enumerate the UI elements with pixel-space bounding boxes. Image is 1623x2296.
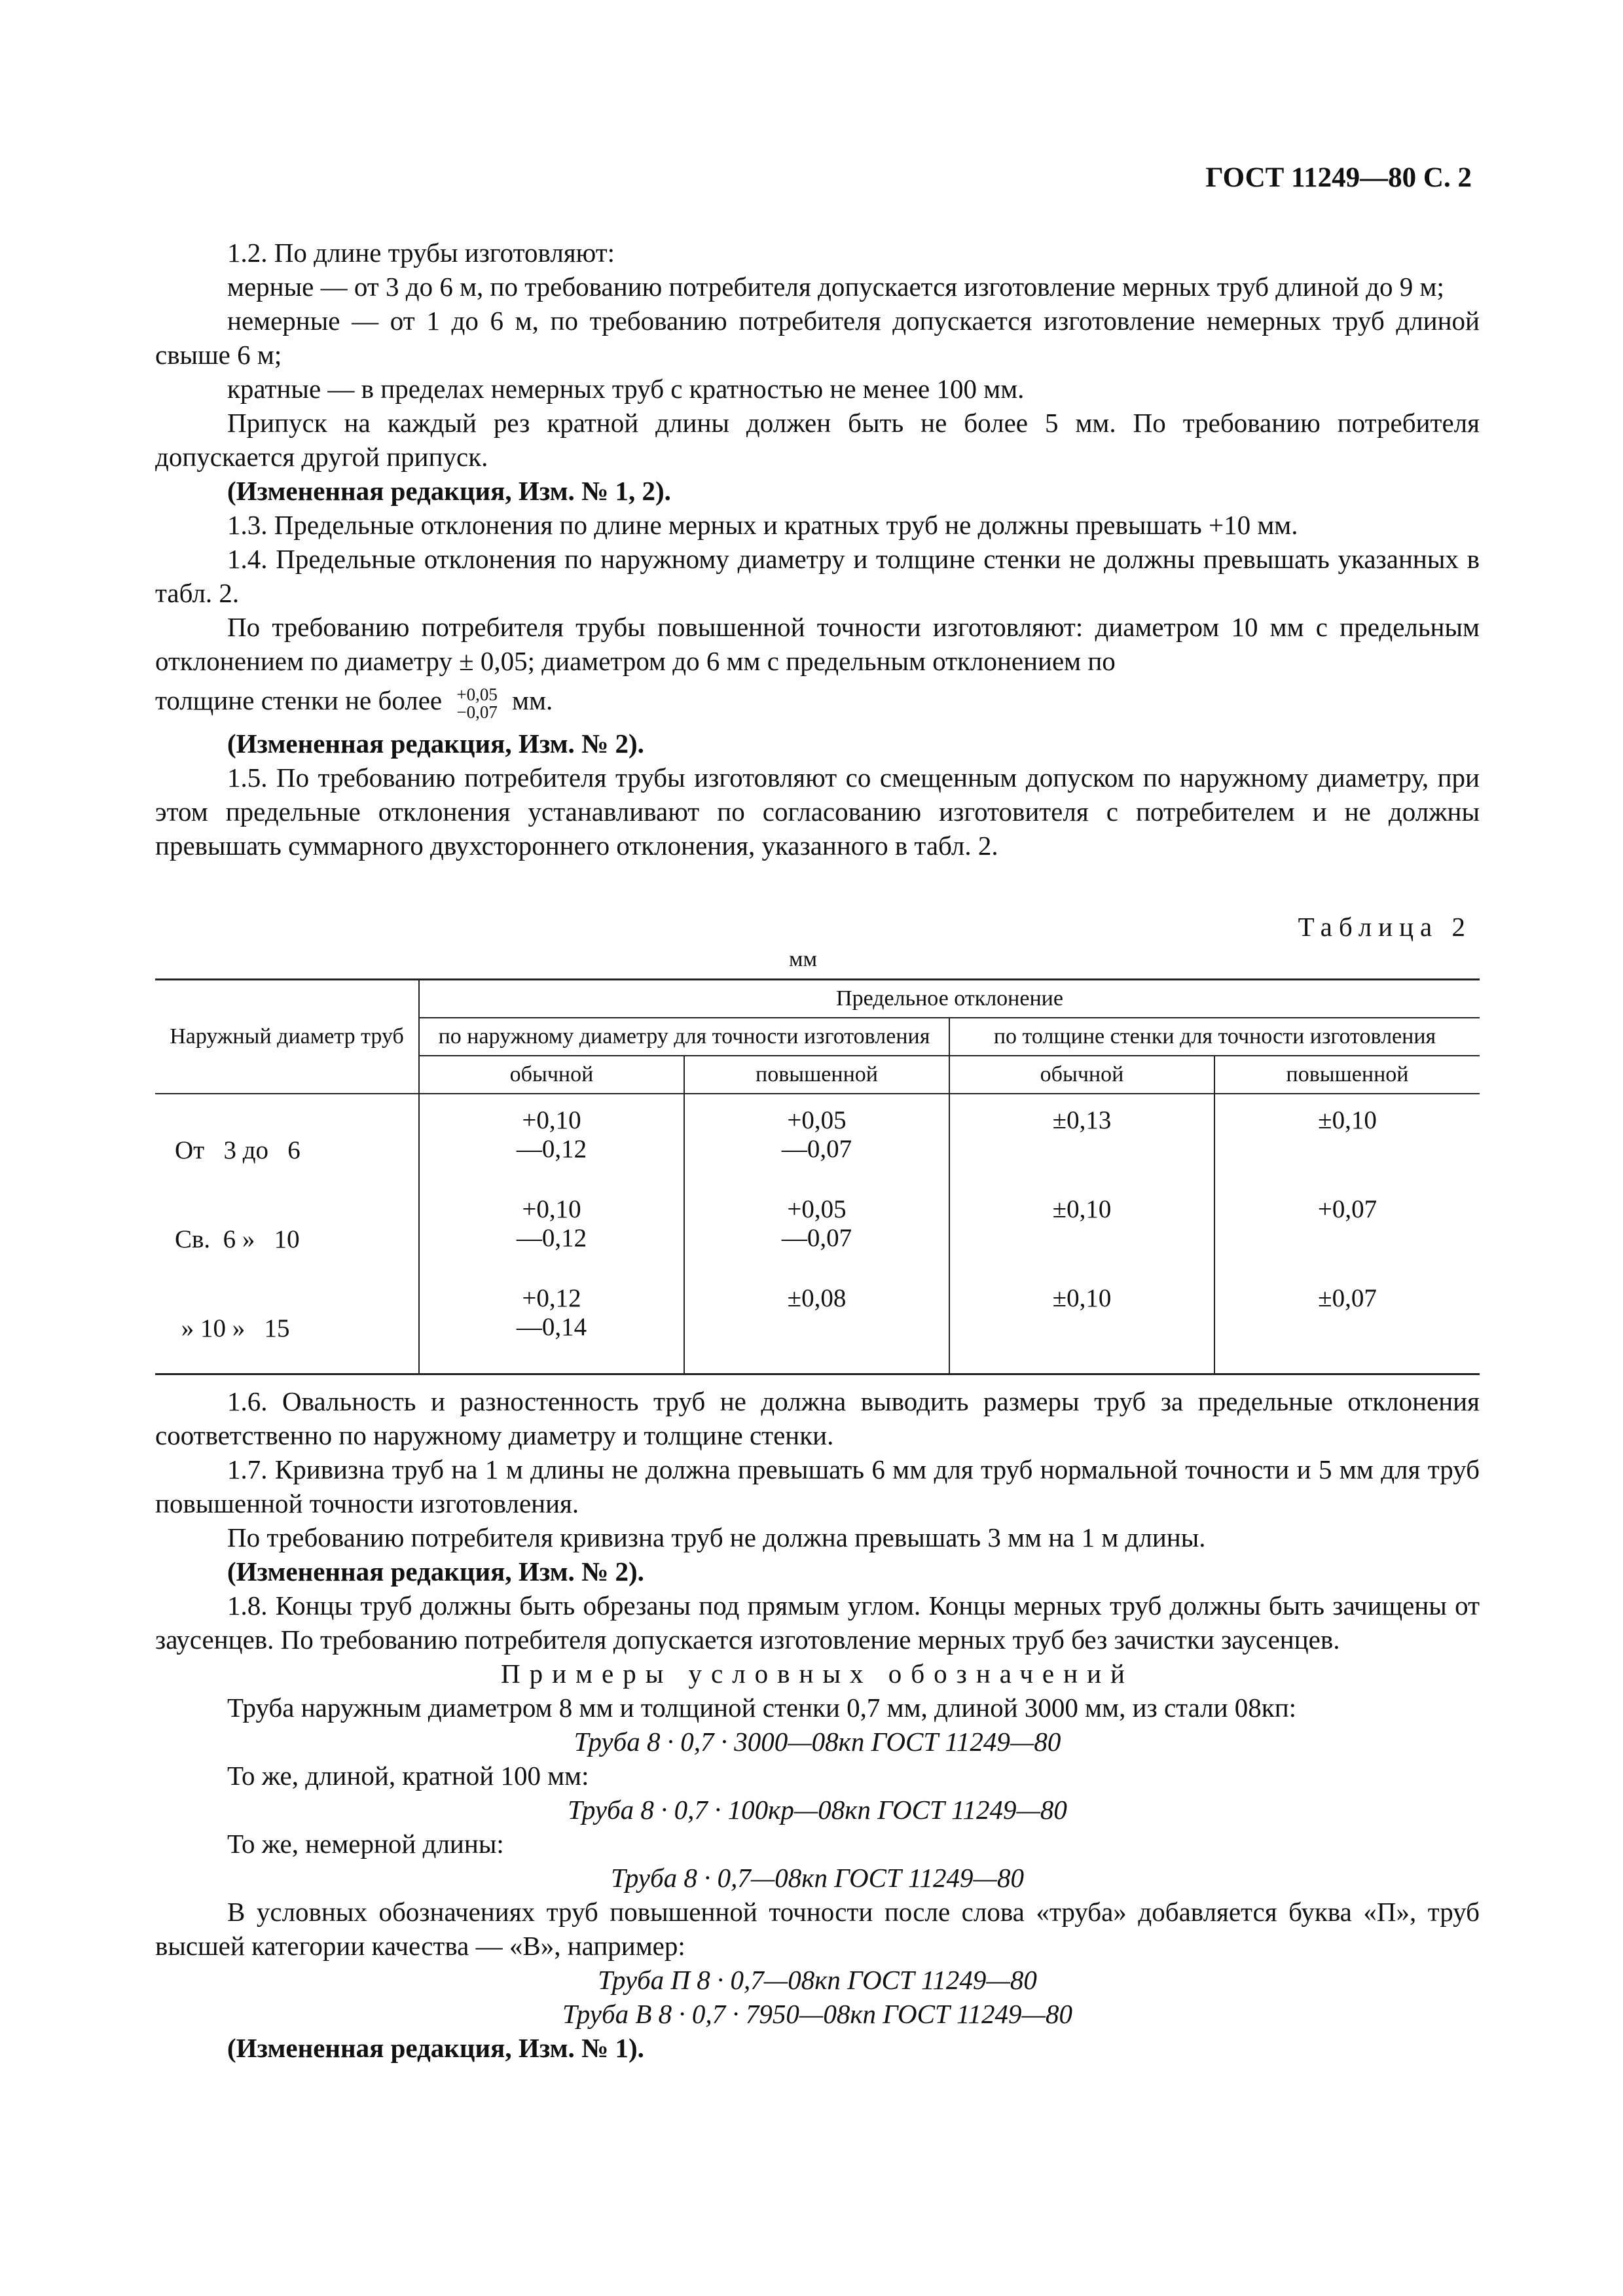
header-by-diameter: по наружному диаметру для точности изготовления bbox=[419, 1018, 949, 1056]
paragraph: 1.7. Кривизна труб на 1 м длины не должна превышать 6 мм для труб нормальной точности и 5 мм для труб повышенной точности изготовления. bbox=[155, 1454, 1480, 1518]
cell-value: +0,10 bbox=[522, 1195, 581, 1223]
cell-value: +0,05 bbox=[787, 1195, 847, 1223]
tolerance-table bbox=[155, 978, 1480, 1375]
cell-diameter-high bbox=[684, 1094, 949, 1195]
paragraph: То же, немерной длины: bbox=[227, 1829, 504, 1859]
paragraph: 1.3. Предельные отклонения по длине мерных и кратных труб не должны превышать +10 мм. bbox=[227, 510, 1298, 540]
cell-diameter-range: » 10 » 15 bbox=[155, 1284, 419, 1374]
header-normal-wall: обычной bbox=[949, 1056, 1214, 1094]
fraction-before: толщине стенки не более bbox=[155, 685, 443, 715]
fraction-after: мм. bbox=[512, 685, 553, 715]
header-limit-deviation: Предельное отклонение bbox=[419, 980, 1480, 1018]
cell-diameter-range: От 3 до 6 bbox=[175, 1136, 301, 1164]
cell-diameter-normal bbox=[419, 1284, 684, 1374]
cell-value: —0,12 bbox=[516, 1135, 587, 1163]
paragraph: В условных обозначениях труб повышенной точности после слова «труба» добавляется буква «П», труб высшей категории качества — «В», например: bbox=[155, 1897, 1480, 1961]
header-high-wall: повышенной bbox=[1214, 1056, 1480, 1094]
paragraph: 1.5. По требованию потребителя трубы изготовляют со смещенным допуском по наружному диаметру, при этом предельные отклонения устанавливают по согласованию изготовителя с потребителем и не должны превышать суммарного двухстороннего отклонения, указанного в табл. 2. bbox=[155, 762, 1480, 861]
cell-value: —0,12 bbox=[516, 1224, 587, 1252]
paragraph: 1.6. Овальность и разностенность труб не должна выводить размеры труб за предельные отклонения соответственно по наружному диаметру и толщине стенки. bbox=[155, 1386, 1480, 1450]
paragraph: (Измененная редакция, Изм. № 2). bbox=[227, 1556, 644, 1587]
examples-heading: Примеры условных обозначений bbox=[501, 1659, 1134, 1689]
paragraph: 1.2. По длине трубы изготовляют: bbox=[227, 238, 615, 268]
cell-value: ±0,10 bbox=[1052, 1195, 1112, 1223]
paragraph: По требованию потребителя трубы повышенной точности изготовляют: диаметром 10 мм с предельным отклонением по диаметру ± 0,05; диаметром до 6 мм с предельным отклонением по bbox=[155, 612, 1480, 676]
header-high-diameter: повышенной bbox=[684, 1056, 949, 1094]
cell-value: ±0,13 bbox=[1052, 1106, 1112, 1134]
designation-example: Труба 8 · 0,7 · 3000—08кп ГОСТ 11249—80 bbox=[574, 1727, 1061, 1757]
cell-diameter-range: Св. 6 » 10 bbox=[175, 1225, 300, 1253]
header-outer-diameter: Наружный диаметр труб bbox=[155, 980, 419, 1094]
fraction-lower: −0,07 bbox=[456, 702, 498, 722]
cell-value: +0,12 bbox=[522, 1284, 581, 1312]
cell-value: +0,07 bbox=[1317, 1195, 1377, 1223]
cell-value: —0,07 bbox=[781, 1135, 852, 1163]
cell-value: ±0,07 bbox=[1318, 1284, 1377, 1312]
cell-wall-high bbox=[1214, 1284, 1480, 1374]
designation-example: Труба 8 · 0,7—08кп ГОСТ 11249—80 bbox=[611, 1863, 1024, 1893]
cell-diameter-high bbox=[684, 1284, 949, 1374]
fraction-upper: +0,05 bbox=[456, 684, 498, 704]
cell-wall-high bbox=[1214, 1094, 1480, 1195]
cell-wall-normal bbox=[949, 1284, 1214, 1374]
table-row bbox=[155, 1094, 1480, 1195]
designation-example: Труба 8 · 0,7 · 100кр—08кп ГОСТ 11249—80 bbox=[568, 1795, 1067, 1825]
paragraph: 1.8. Концы труб должны быть обрезаны под прямым углом. Концы мерных труб должны быть зачищены от заусенцев. По требованию потребителя допускается изготовление мерных труб без зачистки заусенцев. bbox=[155, 1590, 1480, 1655]
cell-value: —0,07 bbox=[781, 1224, 852, 1252]
paragraph: То же, длиной, кратной 100 мм: bbox=[227, 1761, 589, 1791]
designation-example: Труба П 8 · 0,7—08кп ГОСТ 11249—80 bbox=[598, 1965, 1037, 1995]
cell-wall-high bbox=[1214, 1195, 1480, 1284]
cell-value: ±0,10 bbox=[1052, 1284, 1112, 1312]
paragraph: (Измененная редакция, Изм. № 2). bbox=[227, 728, 644, 759]
paragraph-with-fraction bbox=[155, 683, 1480, 721]
cell-wall-normal bbox=[949, 1094, 1214, 1195]
paragraph: Припуск на каждый рез кратной длины должен быть не более 5 мм. По требованию потребителя допускается другой припуск. bbox=[155, 408, 1480, 472]
section-top-text bbox=[155, 236, 1480, 863]
header-by-wall: по толщине стенки для точности изготовления bbox=[949, 1018, 1480, 1056]
paragraph: мерные — от 3 до 6 м, по требованию потребителя допускается изготовление мерных труб длиной до 9 м; bbox=[227, 272, 1444, 302]
table-row bbox=[155, 1195, 1480, 1284]
paragraph: немерные — от 1 до 6 м, по требованию потребителя допускается изготовление немерных труб длиной свыше 6 м; bbox=[155, 306, 1480, 370]
paragraph: (Измененная редакция, Изм. № 1). bbox=[227, 2033, 644, 2063]
paragraph: (Измененная редакция, Изм. № 1, 2). bbox=[227, 476, 671, 506]
paragraph: По требованию потребителя кривизна труб не должна превышать 3 мм на 1 м длины. bbox=[227, 1522, 1206, 1552]
cell-diameter-high bbox=[684, 1195, 949, 1284]
table-row bbox=[155, 1284, 1480, 1374]
cell-value: ±0,08 bbox=[787, 1284, 847, 1312]
designation-example: Труба В 8 · 0,7 · 7950—08кп ГОСТ 11249—80 bbox=[562, 1999, 1072, 2029]
cell-diameter-normal bbox=[419, 1094, 684, 1195]
paragraph: 1.4. Предельные отклонения по наружному диаметру и толщине стенки не должны превышать указанных в табл. 2. bbox=[155, 544, 1480, 608]
paragraph: кратные — в пределах немерных труб с кратностью не менее 100 мм. bbox=[227, 374, 1025, 404]
table-label: Таблица 2 bbox=[1298, 912, 1472, 942]
cell-value: +0,10 bbox=[522, 1106, 581, 1134]
tolerance-fraction bbox=[456, 686, 497, 721]
cell-wall-normal bbox=[949, 1195, 1214, 1284]
header-normal-diameter: обычной bbox=[419, 1056, 684, 1094]
page-header: ГОСТ 11249—80 С. 2 bbox=[1205, 162, 1472, 193]
cell-value: +0,05 bbox=[787, 1106, 847, 1134]
section-bottom-text bbox=[155, 1384, 1480, 2065]
cell-diameter-normal bbox=[419, 1195, 684, 1284]
cell-value: ±0,10 bbox=[1318, 1106, 1377, 1134]
cell-value: —0,14 bbox=[516, 1313, 587, 1341]
table-unit: мм bbox=[789, 947, 818, 971]
paragraph: Труба наружным диаметром 8 мм и толщиной стенки 0,7 мм, длиной 3000 мм, из стали 08кп: bbox=[227, 1693, 1297, 1723]
